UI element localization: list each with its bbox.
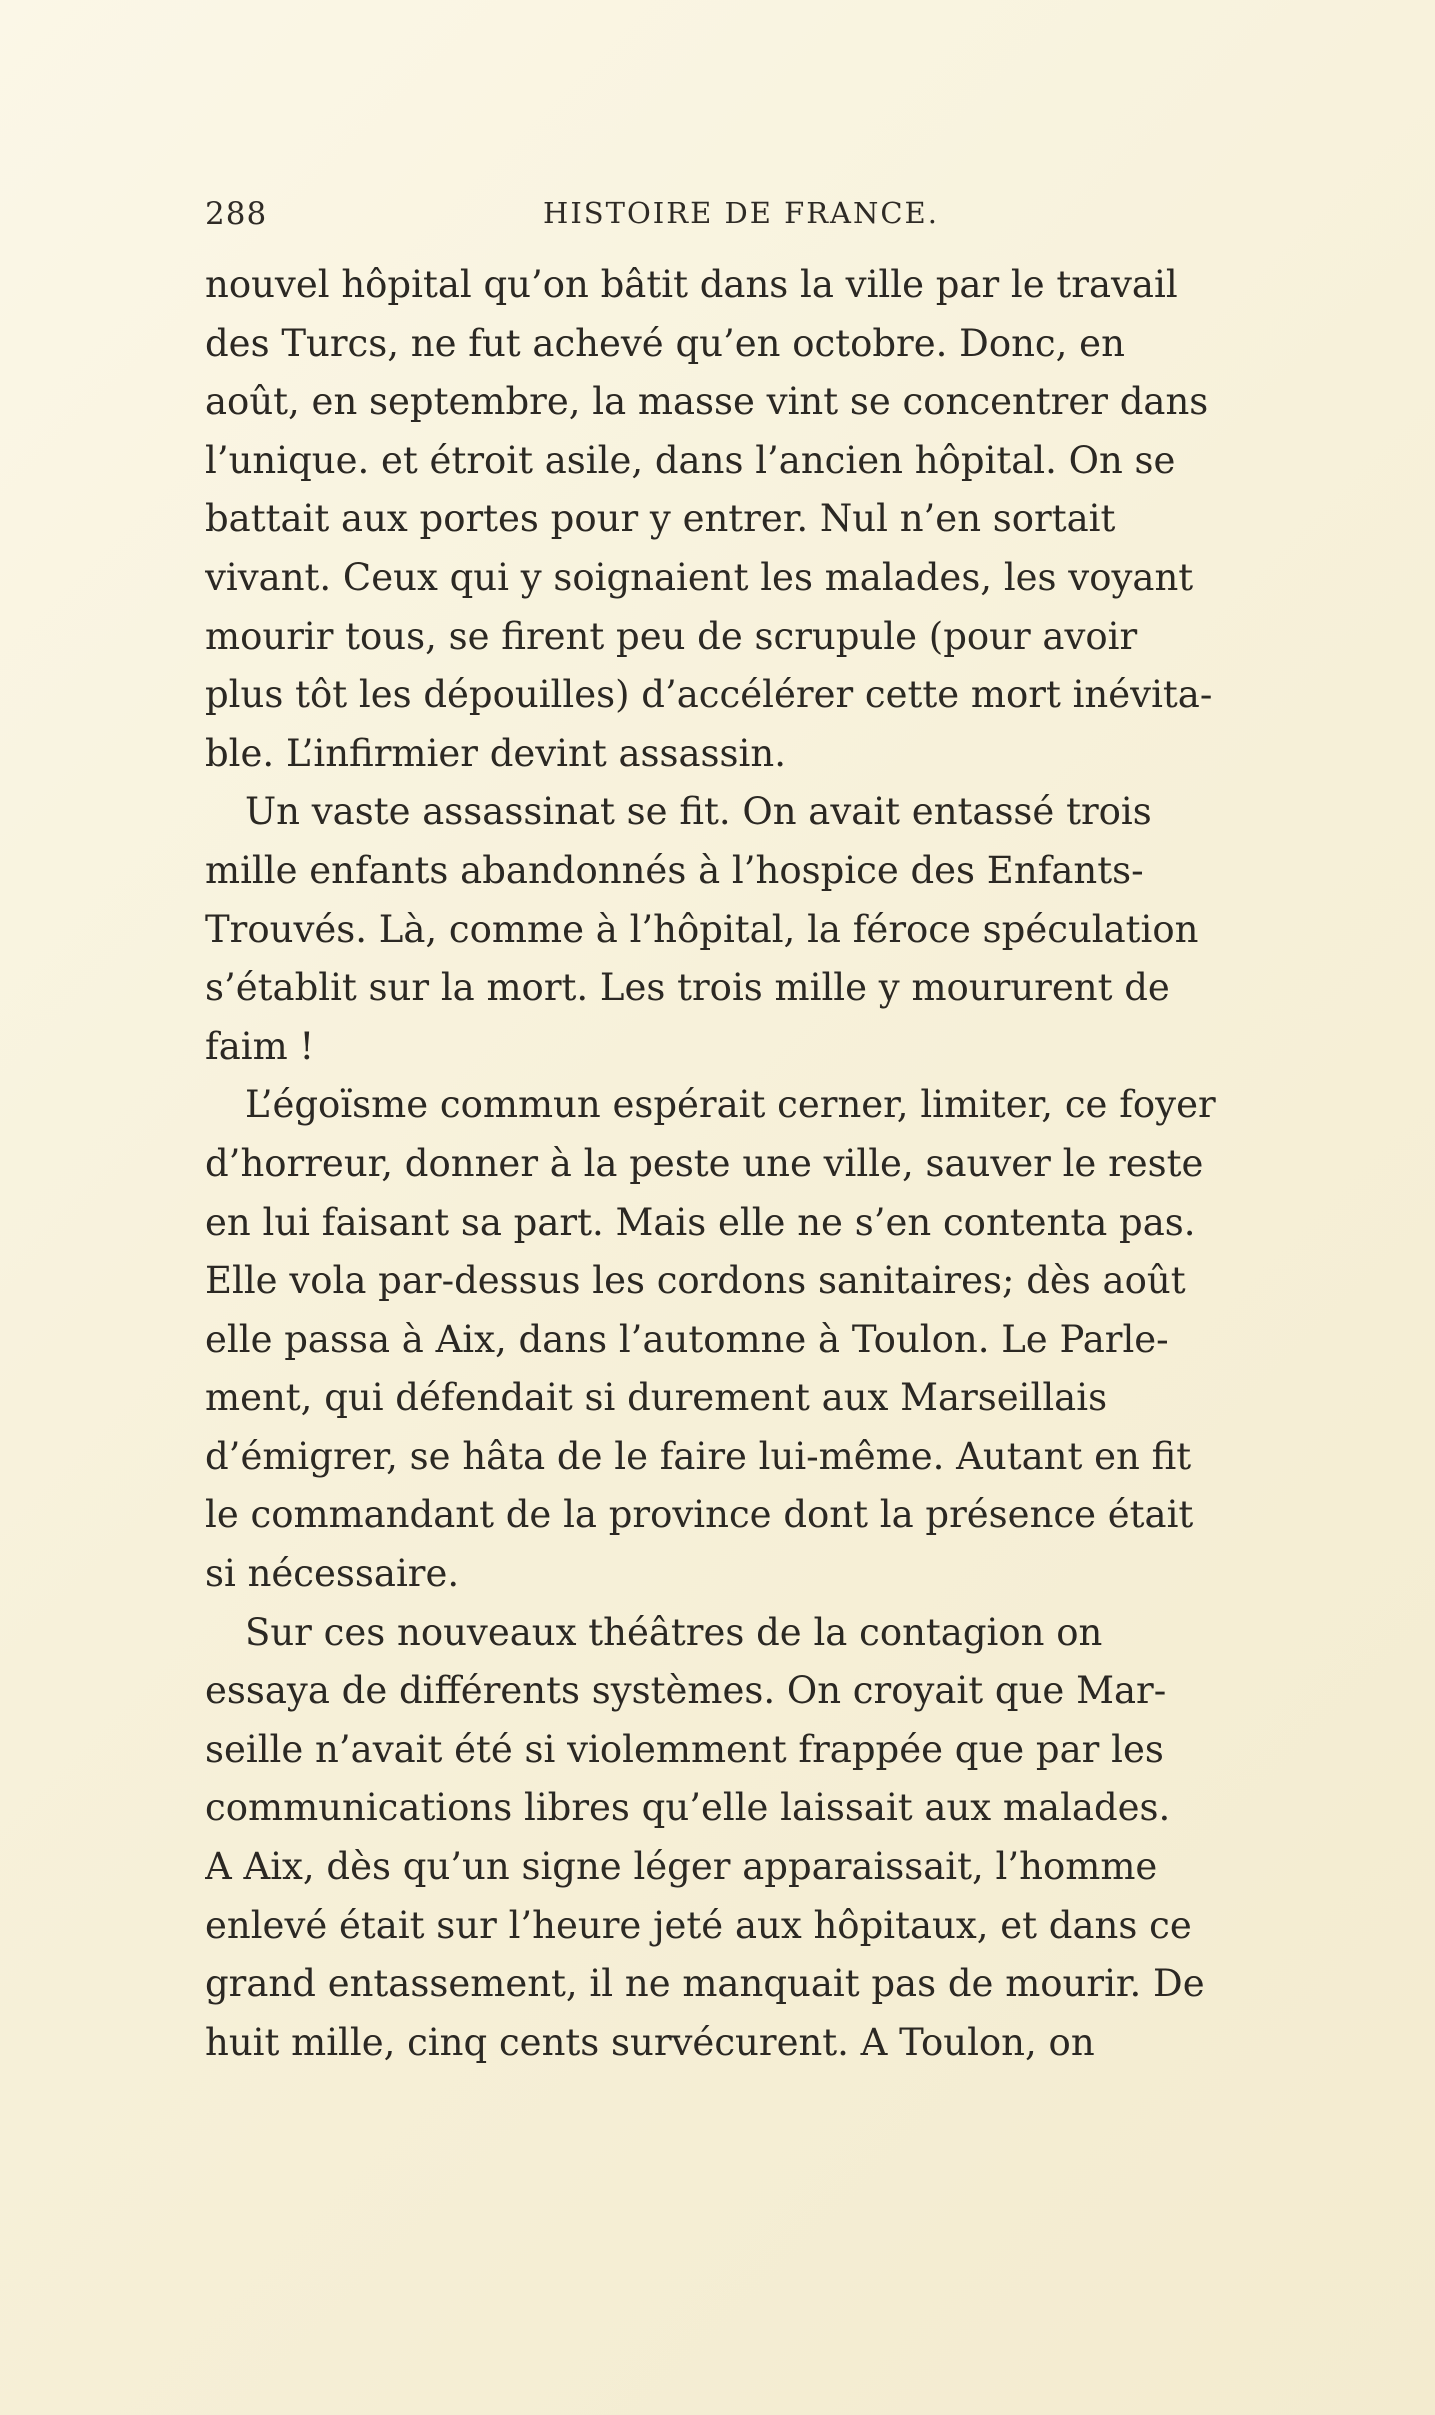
text-line: communications libres qu’elle laissait aux malades. bbox=[205, 1786, 1171, 1830]
text-line: vivant. Ceux qui y soignaient les malades, les voyant bbox=[205, 555, 1194, 599]
page-header bbox=[205, 196, 1277, 246]
text-line: en lui faisant sa part. Mais elle ne s’en contenta pas. bbox=[205, 1200, 1196, 1244]
text-line: A Aix, dès qu’un signe léger apparaissait, l’homme bbox=[205, 1845, 1158, 1889]
text-line: des Turcs, ne fut achevé qu’en octobre. Donc, en bbox=[205, 321, 1125, 365]
text-line: plus tôt les dépouilles) d’accélérer cette mort inévita- bbox=[205, 673, 1213, 717]
text-line: d’horreur, donner à la peste une ville, sauver le reste bbox=[205, 1141, 1204, 1185]
text-line: août, en septembre, la masse vint se concentrer dans bbox=[205, 380, 1209, 424]
text-line: mourir tous, se firent peu de scrupule (pour avoir bbox=[205, 614, 1138, 658]
text-line: l’unique. et étroit asile, dans l’ancien hôpital. On se bbox=[205, 438, 1176, 482]
text-line: seille n’avait été si violemment frappée que par les bbox=[205, 1727, 1164, 1771]
body-text bbox=[205, 256, 1277, 2072]
text-line: battait aux portes pour y entrer. Nul n’en sortait bbox=[205, 497, 1116, 541]
text-line: si nécessaire. bbox=[205, 1552, 460, 1596]
text-line: elle passa à Aix, dans l’automne à Toulon. Le Parle- bbox=[205, 1317, 1169, 1361]
running-title: HISTOIRE DE FRANCE. bbox=[543, 196, 939, 230]
text-line: ment, qui défendait si durement aux Marseillais bbox=[205, 1376, 1108, 1420]
text-line: L’égoïsme commun espérait cerner, limiter, ce foyer bbox=[245, 1083, 1216, 1127]
text-line: d’émigrer, se hâta de le faire lui-même. Autant en fit bbox=[205, 1434, 1192, 1478]
text-line: Trouvés. Là, comme à l’hôpital, la féroce spéculation bbox=[205, 907, 1199, 951]
text-line: enlevé était sur l’heure jeté aux hôpitaux, et dans ce bbox=[205, 1903, 1192, 1947]
text-line: Sur ces nouveaux théâtres de la contagion on bbox=[245, 1610, 1103, 1654]
text-line: mille enfants abandonnés à l’hospice des Enfants- bbox=[205, 848, 1144, 892]
page-number: 288 bbox=[205, 196, 268, 232]
text-line: faim ! bbox=[205, 1024, 315, 1068]
text-line: huit mille, cinq cents survécurent. A Toulon, on bbox=[205, 2020, 1095, 2064]
text-line: Elle vola par-dessus les cordons sanitaires; dès août bbox=[205, 1259, 1186, 1303]
text-line: essaya de différents systèmes. On croyait que Mar- bbox=[205, 1669, 1167, 1713]
text-line: ble. L’infirmier devint assassin. bbox=[205, 731, 786, 775]
text-line: nouvel hôpital qu’on bâtit dans la ville par le travail bbox=[205, 263, 1178, 306]
text-line: Un vaste assassinat se fit. On avait entassé trois bbox=[245, 790, 1152, 834]
text-line: grand entassement, il ne manquait pas de mourir. De bbox=[205, 1962, 1205, 2006]
text-line: le commandant de la province dont la présence était bbox=[205, 1493, 1194, 1537]
text-line: s’établit sur la mort. Les trois mille y moururent de bbox=[205, 966, 1170, 1010]
